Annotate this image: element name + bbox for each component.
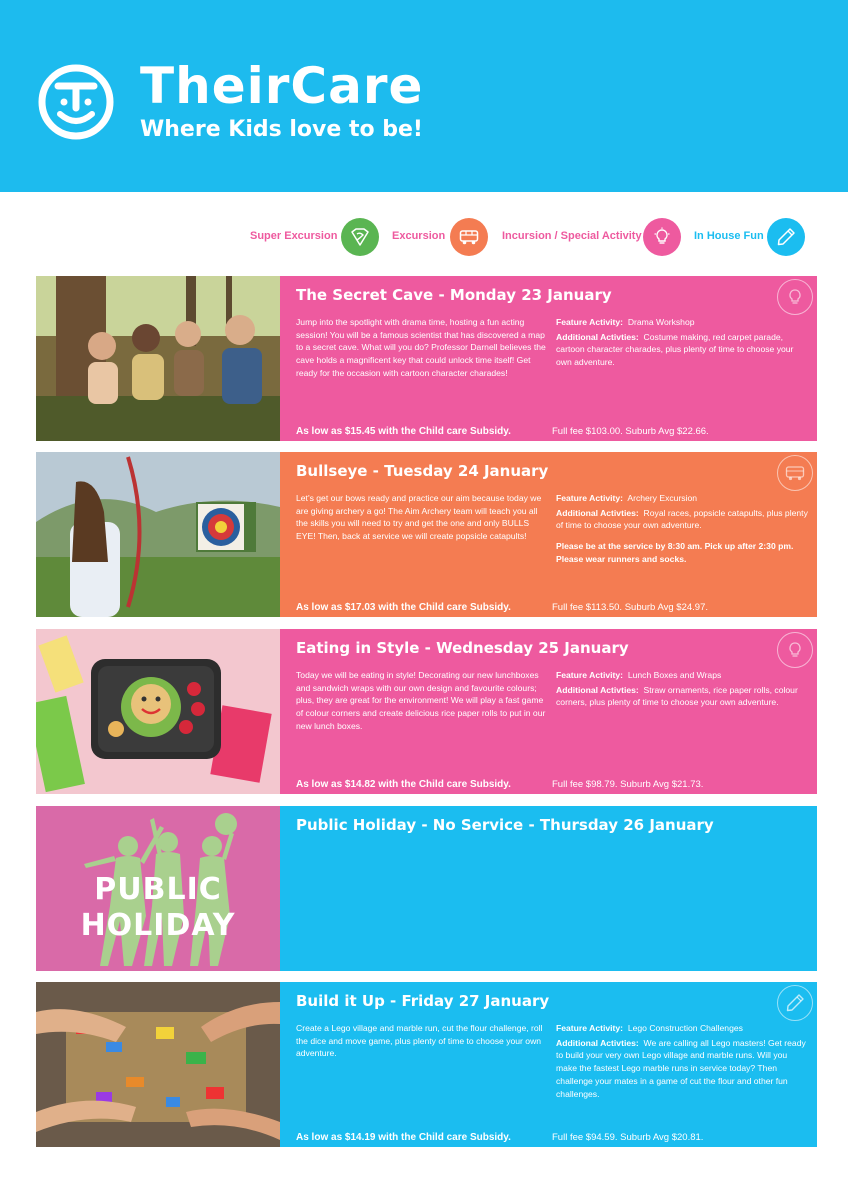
subsidy-price: As low as $14.82 with the Child care Subsidy.: [296, 779, 511, 790]
feature-label: Feature Activity:: [556, 1023, 624, 1033]
full-fee: Full fee $103.00. Suburb Avg $22.66.: [552, 426, 709, 437]
public-holiday-text-1: PUBLIC: [94, 872, 222, 907]
activity-details: [556, 1022, 808, 1102]
theircare-logo-icon: [36, 62, 116, 142]
activity-title: Build it Up - Friday 27 January: [296, 992, 550, 1010]
lego-building-photo: [36, 982, 280, 1147]
subsidy-price: As low as $14.19 with the Child care Subsidy.: [296, 1132, 511, 1143]
activity-title: Bullseye - Tuesday 24 January: [296, 462, 549, 480]
activity-details: [556, 669, 808, 711]
bus-icon: [777, 455, 813, 491]
activity-title: The Secret Cave - Monday 23 January: [296, 286, 612, 304]
brand-name: TheirCare: [140, 57, 424, 115]
legend-label-in-house-fun: In House Fun: [694, 230, 764, 242]
activity-description: Let's get our bows ready and practice our aim because today we are giving archery a go! The Aim Archery team will teach you all the skills you will need to try and get the one and only BULLS EYE! Then, back at service we will create popsicle catapults!: [296, 493, 542, 542]
feature-activity: Lego Construction Challenges: [627, 1023, 743, 1033]
legend-label-super-excursion: Super Excursion: [250, 230, 338, 242]
activity-card-bullseye: [36, 452, 817, 617]
feature-activity: Drama Workshop: [627, 317, 695, 327]
public-holiday-text-2: HOLIDAY: [80, 908, 236, 943]
kids-in-forest-photo: [36, 276, 280, 441]
feature-label: Feature Activity:: [556, 317, 624, 327]
activity-card-public-holiday: [36, 806, 817, 971]
additional-label: Additional Activties:: [556, 331, 639, 342]
full-fee: Full fee $94.59. Suburb Avg $20.81.: [552, 1132, 704, 1143]
subsidy-price: As low as $15.45 with the Child care Subsidy.: [296, 426, 511, 437]
additional-label: Additional Activties:: [556, 1037, 639, 1048]
additional-label: Additional Activties:: [556, 684, 639, 695]
activity-description: Jump into the spotlight with drama time, hosting a fun acting session! You will be a famous scientist that has discovered a map to a secret cave. What will you do? Professor Darnell believes the cave holds a magnificent key that could unlock time itself! Get ready for the occasion with cartoon character charades!: [296, 317, 546, 378]
activity-card-secret-cave: [36, 276, 817, 441]
lightbulb-icon: [643, 218, 681, 256]
additional-activities: Royal races, popsicle catapults, plus plenty of time to choose your own adventure.: [556, 507, 808, 531]
activity-panel: [280, 982, 817, 1147]
activity-panel: [280, 452, 817, 617]
additional-activities: We are calling all Lego masters! Get ready to build your very own Lego village and marble runs. Will you make the fastest Lego marble runs in service today? Then challenge your mates in a game of cut the flour and other fun challenges.: [556, 1037, 806, 1099]
activity-title: Public Holiday - No Service - Thursday 26 January: [296, 816, 714, 834]
full-fee: Full fee $113.50. Suburb Avg $24.97.: [552, 602, 708, 613]
additional-label: Additional Activties:: [556, 507, 639, 518]
archery-photo: [36, 452, 280, 617]
pencil-icon: [767, 218, 805, 256]
lightbulb-icon: [777, 632, 813, 668]
brand-tagline: Where Kids love to be!: [140, 117, 423, 142]
feature-activity: Archery Excursion: [627, 493, 698, 503]
pencil-icon: [777, 985, 813, 1021]
activity-card-eating-in-style: [36, 629, 817, 794]
attendance-note: Please be at the service by 8:30 am. Pick up after 2:30 pm. Please wear runners and socks.: [556, 541, 794, 564]
category-legend: [0, 218, 848, 256]
legend-label-incursion: Incursion / Special Activity: [502, 230, 642, 242]
lightbulb-icon: [777, 279, 813, 315]
full-fee: Full fee $98.79. Suburb Avg $21.73.: [552, 779, 704, 790]
superhero-icon: [341, 218, 379, 256]
activity-description: Create a Lego village and marble run, cut the flour challenge, roll the dice and move game, plus plenty of time to choose your own adventure.: [296, 1023, 543, 1059]
feature-activity: Lunch Boxes and Wraps: [627, 670, 722, 680]
bus-icon: [450, 218, 488, 256]
public-holiday-graphic: [36, 806, 280, 971]
activity-title: Eating in Style - Wednesday 25 January: [296, 639, 629, 657]
activity-panel: [280, 629, 817, 794]
feature-label: Feature Activity:: [556, 670, 624, 680]
header-banner: [0, 0, 848, 192]
feature-label: Feature Activity:: [556, 493, 624, 503]
activity-card-build-it-up: [36, 982, 817, 1147]
lunchbox-photo: [36, 629, 280, 794]
activity-panel: [280, 276, 817, 441]
subsidy-price: As low as $17.03 with the Child care Subsidy.: [296, 602, 511, 613]
legend-label-excursion: Excursion: [392, 230, 446, 242]
additional-activities: Straw ornaments, rice paper rolls, colour corners, plus plenty of time to choose your own adventure.: [556, 684, 798, 708]
activity-details: [556, 316, 808, 371]
additional-activities: Costume making, red carpet parade, cartoon character charades, plus plenty of time to choose your own adventure.: [556, 331, 794, 368]
activity-description: Today we will be eating in style! Decorating our new lunchboxes and sandwich wraps with our own design and favourite colours; plus, they are great for the environment! We will play a fast game of colour corners and create delicious rice paper rolls to put in our new lunch boxes.: [296, 670, 546, 731]
activity-details: [556, 492, 808, 568]
activity-panel: [280, 806, 817, 971]
